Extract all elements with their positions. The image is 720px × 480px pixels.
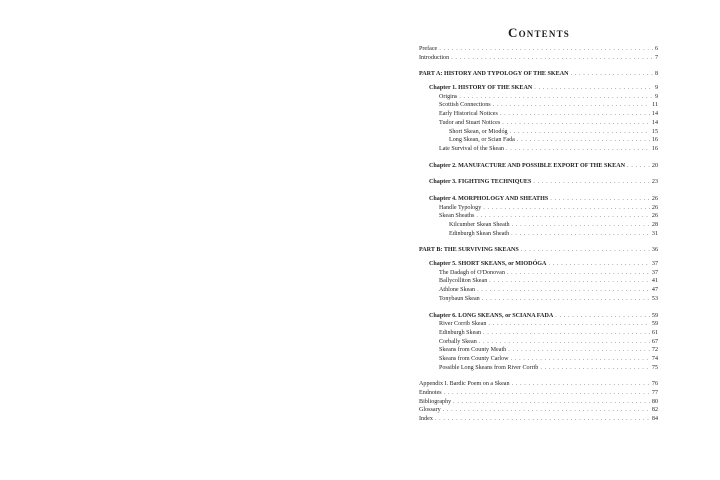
toc-entry-page: 53: [651, 295, 658, 302]
dot-leader: [444, 389, 650, 398]
toc-entry[interactable]: [419, 398, 658, 407]
toc-entry-page: 76: [651, 381, 658, 388]
dot-leader: [483, 204, 650, 213]
toc-entry[interactable]: [419, 406, 658, 415]
dot-leader: [483, 329, 650, 338]
dot-leader: [479, 338, 650, 347]
dot-leader: [500, 110, 650, 119]
toc-entry[interactable]: [419, 246, 658, 255]
dot-leader: [476, 212, 650, 221]
dot-leader: [489, 277, 650, 286]
toc-entry[interactable]: [419, 45, 658, 54]
toc-entry[interactable]: [419, 415, 658, 424]
toc-entry-page: 8: [654, 71, 658, 78]
dot-leader: [508, 346, 650, 355]
toc-entry-title: Long Skean, or Scian Fada: [449, 137, 515, 144]
dot-leader: [507, 269, 650, 278]
toc-entry[interactable]: [419, 162, 658, 171]
toc-entry-title: Kilcumber Skean Sheath: [449, 222, 510, 228]
toc-entry[interactable]: [419, 93, 658, 102]
dot-leader: [510, 128, 650, 137]
dot-leader: [571, 70, 653, 79]
toc-entry-page: 26: [651, 195, 658, 202]
toc-entry-title: Late Survival of the Skean: [439, 145, 504, 152]
toc-entry-title: Skeans from County Meath: [439, 347, 507, 354]
dot-leader: [477, 286, 650, 295]
dot-leader: [540, 364, 650, 373]
table-of-contents: [419, 45, 658, 424]
toc-entry-page: 9: [654, 85, 658, 92]
toc-entry[interactable]: [419, 195, 658, 204]
toc-entry-title: The Dadagh of O'Donovan: [439, 269, 505, 276]
toc-entry-page: 11: [652, 102, 658, 109]
toc-entry-title: Edinburgh Skean Sheath: [449, 230, 510, 237]
toc-entry[interactable]: [419, 312, 658, 321]
toc-spacer: [419, 170, 658, 178]
toc-entry[interactable]: [419, 54, 658, 63]
toc-entry[interactable]: [419, 338, 658, 347]
toc-entry-page: 80: [651, 398, 658, 405]
toc-entry-title: Early Historical Notices: [439, 111, 498, 118]
toc-entry-title: Athlone Skean: [439, 287, 476, 294]
toc-entry-title: Skean Sheaths: [439, 213, 475, 220]
toc-entry-page: 41: [651, 278, 658, 285]
toc-entry[interactable]: [419, 260, 658, 269]
toc-entry-page: 72: [651, 347, 658, 354]
toc-entry-page: 82: [651, 407, 658, 414]
toc-entry-title: PART A: HISTORY AND TYPOLOGY OF THE SKEAN: [419, 71, 569, 78]
toc-entry-title: Possible Long Skeans from River Corrib: [439, 364, 539, 371]
dot-leader: [451, 54, 653, 63]
dot-leader: [512, 221, 650, 230]
toc-entry[interactable]: [419, 230, 658, 239]
toc-entry-page: 9: [654, 93, 658, 100]
dot-leader: [521, 246, 650, 255]
toc-entry[interactable]: [419, 269, 658, 278]
toc-entry[interactable]: [419, 128, 658, 137]
toc-entry[interactable]: [419, 380, 658, 389]
toc-entry-title: Endnotes: [419, 390, 442, 396]
toc-spacer: [419, 372, 658, 380]
dot-leader: [555, 312, 650, 321]
toc-entry-page: 47: [651, 287, 658, 294]
toc-entry[interactable]: [419, 101, 658, 110]
toc-entry-title: PART B: THE SURVIVING SKEANS: [419, 247, 519, 254]
dot-leader: [488, 320, 650, 329]
toc-entry-page: 14: [651, 111, 658, 118]
toc-entry[interactable]: [419, 84, 658, 93]
dot-leader: [435, 415, 650, 424]
toc-entry-page: 37: [651, 269, 658, 276]
toc-entry-page: 26: [651, 204, 658, 211]
dot-leader: [548, 260, 649, 269]
toc-entry-title: Short Skean, or Miodóg: [449, 128, 508, 135]
toc-entry-page: 67: [651, 338, 658, 345]
toc-entry-title: Origins: [439, 93, 458, 100]
dot-leader: [482, 295, 650, 304]
toc-entry-page: 31: [651, 230, 658, 237]
toc-entry[interactable]: [419, 355, 658, 364]
toc-entry-page: 28: [651, 222, 658, 228]
toc-entry-title: Introduction: [419, 54, 450, 61]
toc-entry[interactable]: [419, 136, 658, 145]
toc-entry-page: 15: [651, 128, 658, 135]
toc-entry[interactable]: [419, 286, 658, 295]
toc-spacer: [419, 62, 658, 70]
toc-entry-page: 14: [651, 119, 658, 126]
toc-entry-title: Chapter 2. MANUFACTURE AND POSSIBLE EXPORT OF THE SKEAN: [429, 162, 625, 169]
dot-leader: [511, 355, 650, 364]
toc-entry[interactable]: [419, 145, 658, 154]
toc-entry[interactable]: [419, 346, 658, 355]
toc-entry-title: Ballycolliton Skean: [439, 278, 488, 285]
toc-entry-page: 26: [651, 213, 658, 220]
dot-leader: [533, 178, 650, 187]
toc-entry-page: 37: [651, 261, 658, 268]
toc-entry-page: 77: [651, 390, 658, 396]
dot-leader: [453, 398, 650, 407]
toc-entry-page: 75: [651, 364, 658, 371]
toc-entry-page: 23: [651, 179, 658, 186]
toc-entry-page: 36: [651, 247, 658, 254]
toc-entry[interactable]: [419, 178, 658, 187]
toc-spacer: [419, 304, 658, 312]
dot-leader: [506, 145, 650, 154]
toc-entry[interactable]: [419, 364, 658, 373]
contents-title: Contents: [507, 25, 570, 40]
toc-entry-page: 59: [651, 312, 658, 319]
toc-entry-page: 6: [654, 46, 658, 52]
toc-entry-page: 16: [651, 137, 658, 144]
toc-entry-title: Preface: [419, 46, 438, 52]
toc-entry-title: Chapter 6. LONG SKEANS, or SCIANA FADA: [429, 312, 554, 319]
dot-leader: [512, 380, 650, 389]
dot-leader: [493, 101, 650, 110]
dot-leader: [502, 119, 650, 128]
toc-entry[interactable]: [419, 221, 658, 230]
dot-leader: [627, 162, 650, 171]
toc-entry[interactable]: [419, 320, 658, 329]
toc-spacer: [419, 154, 658, 162]
toc-entry-page: 16: [651, 145, 658, 152]
dot-leader: [517, 136, 650, 145]
toc-entry-page: 74: [651, 355, 658, 362]
toc-entry-title: Chapter 5. SHORT SKEANS, or MIODÓGA: [429, 261, 547, 268]
toc-entry-title: Appendix I. Bardic Poem on a Skean: [419, 381, 510, 388]
toc-entry-title: Tudor and Stuart Notices: [439, 119, 501, 126]
dot-leader: [534, 84, 653, 93]
toc-entry-title: River Corrib Skean: [439, 321, 487, 328]
toc-entry-title: Bibliography: [419, 398, 452, 405]
toc-entry-page: 7: [654, 54, 658, 61]
toc-entry-page: 20: [651, 162, 658, 169]
toc-entry[interactable]: [419, 295, 658, 304]
toc-entry[interactable]: [419, 119, 658, 128]
dot-leader: [443, 406, 650, 415]
toc-entry-title: Tonybaun Skean: [439, 295, 480, 302]
toc-spacer: [419, 187, 658, 195]
toc-entry[interactable]: [419, 329, 658, 338]
toc-entry-title: Edinburgh Skean: [439, 329, 482, 336]
toc-entry[interactable]: [419, 110, 658, 119]
toc-entry-title: Scottish Connections: [439, 102, 491, 109]
dot-leader: [439, 45, 653, 54]
toc-entry-title: Chapter 4. MORPHOLOGY AND SHEATHS: [429, 195, 549, 202]
toc-entry[interactable]: [419, 70, 658, 79]
toc-entry-title: Corbally Skean: [439, 338, 477, 345]
toc-entry-title: Skeans from County Carlow: [439, 355, 509, 362]
toc-entry-page: 84: [651, 416, 658, 423]
toc-entry-title: Index: [419, 416, 433, 423]
dot-leader: [550, 195, 650, 204]
toc-entry-title: Glossary: [419, 407, 441, 414]
toc-spacer: [419, 238, 658, 246]
dot-leader: [511, 230, 650, 239]
toc-entry-page: 61: [651, 329, 658, 336]
dot-leader: [459, 93, 653, 102]
toc-entry[interactable]: [419, 389, 658, 398]
toc-entry-title: Chapter 3. FIGHTING TECHNIQUES: [429, 179, 532, 186]
toc-entry-title: Handle Typology: [439, 204, 482, 211]
toc-entry-title: Chapter 1. HISTORY OF THE SKEAN: [429, 85, 533, 92]
toc-entry[interactable]: [419, 204, 658, 213]
toc-entry[interactable]: [419, 212, 658, 221]
toc-entry[interactable]: [419, 277, 658, 286]
toc-entry-page: 59: [651, 321, 658, 328]
